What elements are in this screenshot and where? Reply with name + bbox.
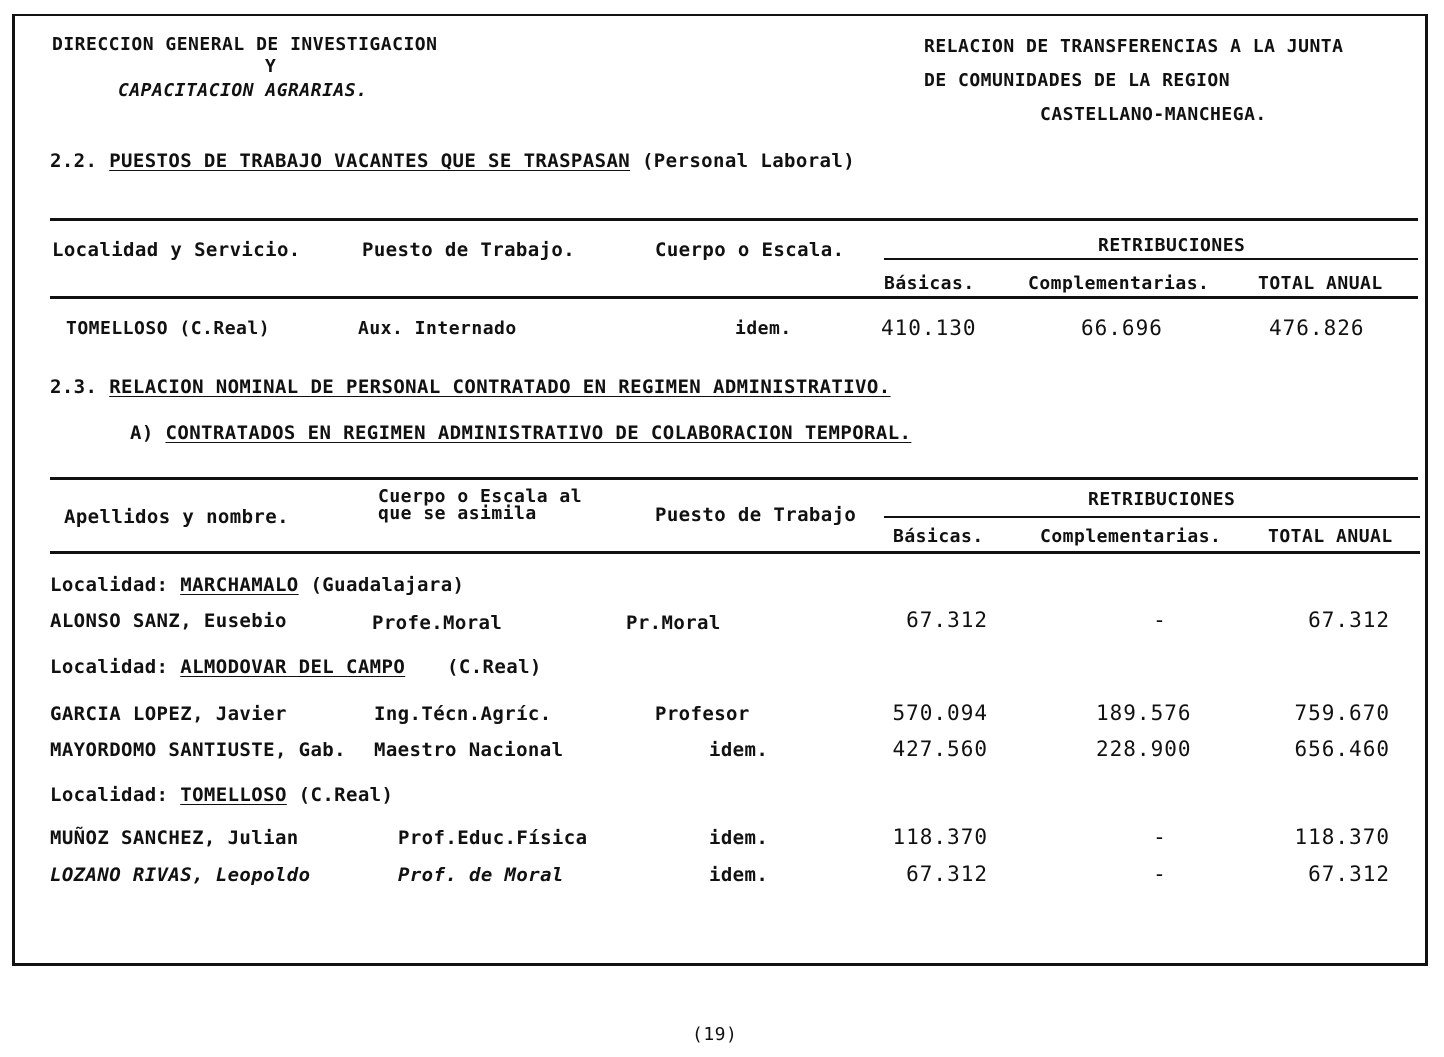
header-left-line1: DIRECCION GENERAL DE INVESTIGACION	[52, 34, 438, 55]
table2-retrib-rule	[884, 516, 1420, 518]
cell-cuerpo: Maestro Nacional	[374, 739, 564, 761]
cell-cuerpo: Ing.Técn.Agríc.	[374, 703, 552, 725]
cell-puesto: idem.	[709, 827, 769, 849]
table2-header-nombre: Apellidos y nombre.	[64, 506, 289, 528]
table1-header-localidad: Localidad y Servicio.	[52, 239, 301, 261]
cell-puesto: idem.	[709, 739, 769, 761]
header-right-line1: RELACION DE TRANSFERENCIAS A LA JUNTA	[924, 36, 1344, 57]
table1-cell-puesto: Aux. Internado	[358, 318, 517, 339]
cell-nombre: MAYORDOMO SANTIUSTE, Gab.	[50, 739, 346, 761]
section-2-3-heading	[50, 376, 891, 398]
section-2-2-title: PUESTOS DE TRABAJO VACANTES QUE SE TRASPASAN	[109, 150, 631, 172]
cell-puesto: Profesor	[655, 703, 750, 725]
table2-header-cuerpo-line1: Cuerpo o Escala al	[378, 486, 583, 507]
header-right-line2: DE COMUNIDADES DE LA REGION	[924, 70, 1231, 91]
cell-total: 759.670	[1294, 701, 1390, 725]
table1-header-cuerpo: Cuerpo o Escala.	[655, 239, 845, 261]
cell-nombre: LOZANO RIVAS, Leopoldo	[50, 864, 311, 886]
table1-cell-complementarias: 66.696	[1081, 316, 1163, 340]
table2-group-heading	[50, 574, 464, 596]
cell-basicas: 67.312	[906, 608, 988, 632]
table1-cell-basicas: 410.130	[881, 316, 977, 340]
section-2-3-sub-title: CONTRATADOS EN REGIMEN ADMINISTRATIVO DE COLABORACION TEMPORAL.	[165, 422, 912, 444]
table1-header-retribuciones: RETRIBUCIONES	[1098, 235, 1246, 256]
table2-header-cuerpo-line2: que se asimila	[378, 503, 537, 524]
table1-cell-cuerpo: idem.	[735, 318, 792, 339]
cell-total: 656.460	[1294, 737, 1390, 761]
table1-header-bottom-rule	[50, 296, 1418, 299]
cell-basicas: 67.312	[906, 862, 988, 886]
group-province: (C.Real)	[298, 784, 394, 806]
section-2-2-heading	[50, 150, 855, 172]
section-2-3-number: 2.3.	[50, 376, 98, 398]
header-left-line2: Y	[265, 56, 277, 77]
table2-group-heading	[50, 784, 393, 806]
cell-basicas: 118.370	[892, 825, 988, 849]
cell-complementarias: 189.576	[1096, 701, 1192, 725]
cell-total: 118.370	[1294, 825, 1390, 849]
table2-header-basicas: Básicas.	[893, 526, 984, 547]
cell-puesto: Pr.Moral	[626, 612, 721, 634]
header-left-line3: CAPACITACION AGRARIAS.	[118, 80, 368, 101]
group-label: Localidad:	[50, 656, 169, 678]
table2-header-bottom-rule	[50, 551, 1420, 554]
cell-complementarias: 228.900	[1096, 737, 1192, 761]
group-label: Localidad:	[50, 574, 169, 596]
cell-nombre: GARCIA LOPEZ, Javier	[50, 703, 287, 725]
cell-total: 67.312	[1308, 608, 1390, 632]
table1-header-puesto: Puesto de Trabajo.	[362, 239, 576, 261]
cell-basicas: 570.094	[892, 701, 988, 725]
table2-header-total: TOTAL ANUAL	[1268, 526, 1393, 547]
group-place: MARCHAMALO	[180, 574, 299, 596]
group-province: (C.Real)	[447, 656, 542, 678]
header-right-line3: CASTELLANO-MANCHEGA.	[1040, 104, 1267, 125]
page-number: (19)	[692, 1024, 738, 1045]
cell-nombre: MUÑOZ SANCHEZ, Julian	[50, 827, 299, 849]
group-place: ALMODOVAR DEL CAMPO	[180, 656, 406, 678]
cell-cuerpo: Prof.Educ.Física	[398, 827, 588, 849]
table1-cell-total: 476.826	[1269, 316, 1365, 340]
section-2-2-number: 2.2.	[50, 150, 98, 172]
table2-header-puesto: Puesto de Trabajo	[655, 504, 857, 526]
table2-header-cuerpo	[378, 488, 582, 522]
cell-nombre: ALONSO SANZ, Eusebio	[50, 610, 287, 632]
section-2-2-suffix: (Personal Laboral)	[641, 150, 856, 172]
table1-header-complementarias: Complementarias.	[1028, 273, 1210, 294]
table2-top-rule	[50, 477, 1418, 480]
table2-group-heading	[50, 656, 542, 678]
cell-cuerpo: Profe.Moral	[372, 612, 503, 634]
cell-complementarias: -	[1153, 608, 1167, 632]
cell-total: 67.312	[1308, 862, 1390, 886]
table1-header-total: TOTAL ANUAL	[1258, 273, 1383, 294]
group-place: TOMELLOSO	[180, 784, 287, 806]
table2-header-retribuciones: RETRIBUCIONES	[1088, 489, 1236, 510]
cell-complementarias: -	[1153, 825, 1167, 849]
table2-header-complementarias: Complementarias.	[1040, 526, 1222, 547]
group-province: (Guadalajara)	[310, 574, 465, 596]
cell-cuerpo: Prof. de Moral	[398, 864, 564, 886]
section-2-3-title: RELACION NOMINAL DE PERSONAL CONTRATADO EN REGIMEN ADMINISTRATIVO.	[109, 376, 891, 398]
cell-complementarias: -	[1153, 862, 1167, 886]
section-2-3-sub-label: A)	[130, 422, 154, 444]
table1-cell-localidad: TOMELLOSO (C.Real)	[66, 318, 271, 339]
group-label: Localidad:	[50, 784, 169, 806]
table1-retrib-rule	[884, 258, 1418, 260]
cell-basicas: 427.560	[892, 737, 988, 761]
table1-header-basicas: Básicas.	[884, 273, 975, 294]
table1-top-rule	[50, 218, 1418, 221]
section-2-3-sub-heading	[130, 422, 911, 444]
cell-puesto: idem.	[709, 864, 769, 886]
